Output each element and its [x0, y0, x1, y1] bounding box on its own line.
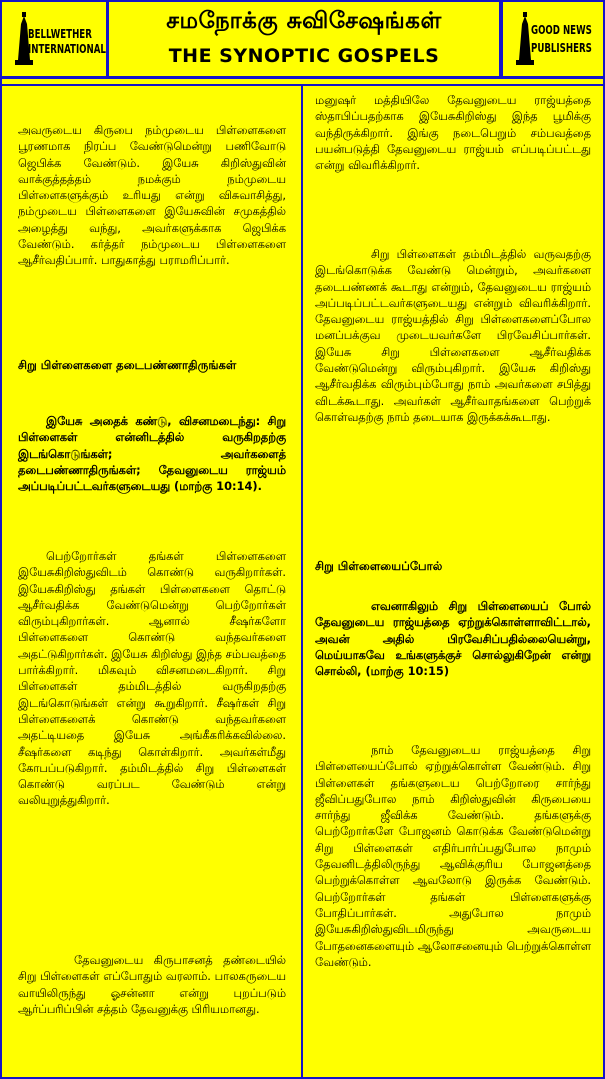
header	[2, 2, 603, 79]
good-news-logo	[500, 2, 603, 76]
left-paragraph-2: பெற்றோர்கள் தங்கள் பிள்ளைகளை இயேசுகிறிஸ்துவிடம் கொண்டு வருகிறார்கள். இயேசுகிறிஸ்து தங்கள் பிள்ளைகளை தொட்டு ஆசீர்வதிக்க வேண்டுமென்று பெற்றோர்கள் விரும்புகிறார்கள். ஆனால் சீஷர்களோ பிள்ளைகளை கொண்டு வந்தவர்களை அதட்டுகிறார்கள். இயேசு கிறிஸ்து இந்த சம்பவத்தை பார்க்கிறார். மிகவும் விசனமடைகிறார். சிறு பிள்ளைகள் தம்மிடத்தில் வருகிறதற்கு இடங்கொடுங்கள் என்று கூறுகிறார். சீஷர்கள் சிறு பிள்ளைகளைக் கொண்டு வந்தவர்களை அதட்டியதை இயேசு அங்கீகரிக்கவில்லை. சீஷர்களை கடிந்து கொள்கிறார். அவர்கள்மீது கோபப்படுகிறார். தம்மிடத்தில் சிறு பிள்ளைகள் கொண்டு வரப்பட வேண்டும் என்று வலியுறுத்துகிறார்.	[18, 549, 286, 808]
right-column	[303, 86, 603, 1077]
good-news-logo-icon	[511, 10, 541, 70]
page-title-english: THE SYNOPTIC GOSPELS	[168, 45, 440, 67]
right-paragraph-3: நாம் தேவனுடைய ராஜ்யத்தை சிறு பிள்ளையைப்போல் ஏற்றுக்கொள்ள வேண்டும். சிறு பிள்ளைகள் தங்களுடைய பெற்றோரை சார்ந்து ஜீவிப்பதுபோல நாம் கிறிஸ்துவின் கிருபையை சார்ந்து ஜீவிக்க வேண்டும். தங்களுக்கு பெற்றோர்களே போஜனம் கொடுக்க வேண்டுமென்று சிறு பிள்ளைகள் எதிர்பார்ப்பதுபோல நாமும் தேவனிடத்திலிருந்து ஆவிக்குரிய போஜனத்தை பெற்றுக்கொள்ள ஆவலோடு இருக்க வேண்டும். பெற்றோர்கள் தங்கள் பிள்ளைகளுக்கு போதிப்பார்கள். அதுபோல நாமும் இயேசுகிறிஸ்துவிடமிருந்து அவருடைய போதனைகளையும் ஆலோசனையும் பெற்றுக்கொள்ள வேண்டும்.	[315, 743, 591, 969]
left-paragraph-3: தேவனுடைய கிருபாசனத் தண்டையில் சிறு பிள்ளைகள் எப்போதும் வரலாம். பாலகருடைய வாயிலிருந்து ஓசன்னா என்று புறப்படும் ஆர்ப்பரிப்பின் சத்தம் தேவனுக்கு பிரியமானது.	[18, 953, 286, 1016]
right-paragraph-2: சிறு பிள்ளைகள் தம்மிடத்தில் வருவதற்கு இடங்கொடுக்க வேண்டு மென்றும், அவர்களை தடைபண்ணக் கூடாது என்றும், தேவனுடைய ராஜ்யம் அப்படிப்பட்டவர்களுடையது என்றும் விவரிக்கிறார். தேவனுடைய ராஜ்யத்தில் சிறு பிள்ளைகளைப்போல மனப்பக்குவ முடையவர்களே பிரவேசிப்பார்கள். இயேசு சிறு பிள்ளைகளை ஆசீர்வதிக்க வேண்டுமென்று விரும்புகிறார். இயேசு கிறிஸ்து ஆசீர்வதிக்க விரும்பும்போது நாம் அவர்களை சபித்து விடக்கூடாது. அவர்கள் ஆசீர்வாதங்களை பெற்றுக் கொள்வதற்கு நாம் தடையாக இருக்கக்கூடாது.	[315, 247, 591, 424]
bellwether-line2: INTERNATIONAL	[28, 42, 106, 56]
right-quote: எவனாகிலும் சிறு பிள்ளையைப் போல் தேவனுடைய ராஜ்யத்தை ஏற்றுக்கொள்ளாவிட்டால், அவன் அதில் பிரவேசிப்பதில்லையென்று, மெய்யாகவே உங்களுக்குச் சொல்லுகிறேன் என்று சொல்லி, (மாற்கு 10:15)	[315, 599, 591, 679]
right-paragraph-1: மனுஷர் மத்தியிலே தேவனுடைய ராஜ்யத்தை ஸ்தாபிப்பதற்காக இயேசுகிறிஸ்து இந்த பூமிக்கு வந்திருக்கிறார். இங்கு நடைபெறும் சம்பவத்தை பயன்படுத்தி தேவனுடைய ராஜ்யம் எப்படிப்பட்டது என்று விவரிக்கிறார்.	[315, 93, 591, 173]
left-quote: இயேசு அதைக் கண்டு, விசனமடைந்து: சிறு பிள்ளைகள் என்னிடத்தில் வருகிறதற்கு இடங்கொடுங்கள்; அவர்களைத் தடைபண்ணாதிருங்கள்; தேவனுடைய ராஜ்யம் அப்படிப்பட்டவர்களுடையது (மாற்கு 10:14).	[18, 414, 286, 494]
header-divider	[2, 79, 603, 86]
left-heading: சிறு பிள்ளைகளை தடைபண்ணாதிருங்கள்	[18, 358, 237, 372]
bellwether-line1: BELLWETHER	[28, 27, 92, 41]
left-paragraph-1: அவருடைய கிருபை நம்முடைய பிள்ளைகளை பூரணமாக நிரப்ப வேண்டுமென்று பணிவோடு ஜெபிக்க வேண்டும். இயேசு கிறிஸ்துவின் வாக்குத்தத்தம் நமக்கும் நம்முடைய பிள்ளைகளுக்கும் உரியது என்று விசுவாசித்து, நம்முடைய பிள்ளைகளை இயேசுவின் சமுகத்தில் அழைத்து வந்து, அவர்களுக்காக ஜெபிக்க வேண்டும். கர்த்தர் நம்முடைய பிள்ளைகளை ஆசீர்வதிப்பார். பாதுகாத்து பராமரிப்பார்.	[18, 123, 286, 268]
good-news-line1: GOOD NEWS	[531, 23, 592, 37]
good-news-line2: PUBLISHERS	[531, 41, 592, 55]
left-column	[2, 86, 303, 1077]
bellwether-logo	[2, 2, 109, 76]
title-box	[109, 2, 502, 76]
right-heading: சிறு பிள்ளையைப்போல்	[315, 559, 443, 573]
page-title-tamil: சமநோக்கு சுவிசேஷங்கள்	[166, 8, 442, 34]
